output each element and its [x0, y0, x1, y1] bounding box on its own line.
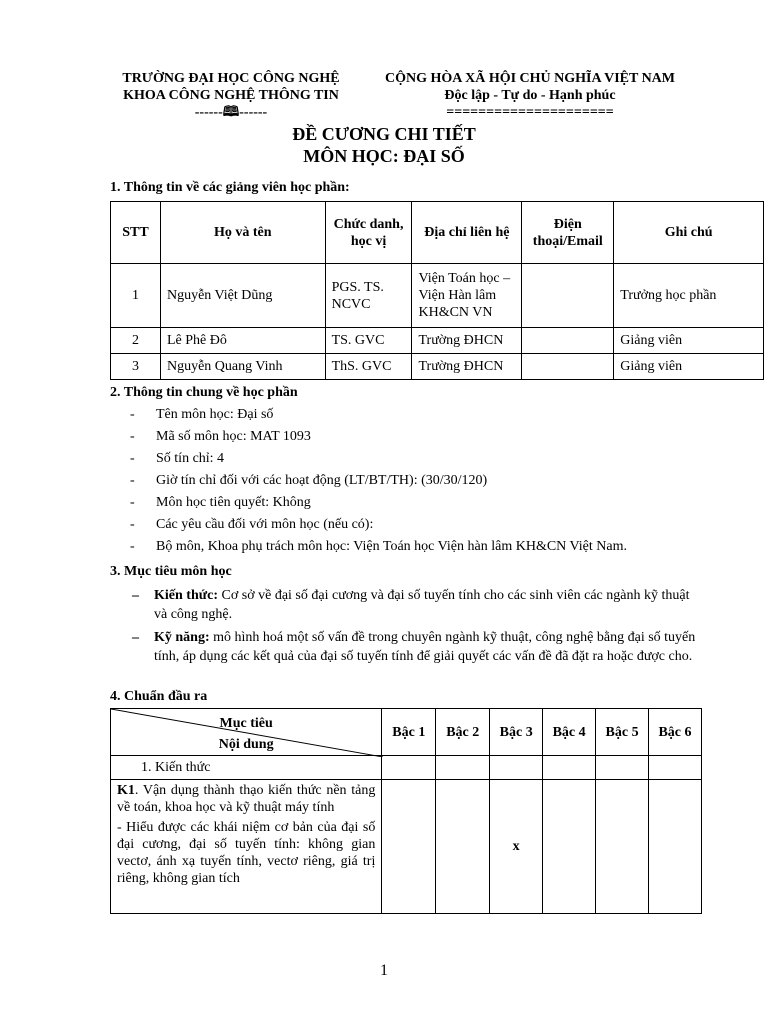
table-row [111, 328, 764, 354]
document-title [0, 123, 768, 167]
knowledge-label: Kiến thức: [154, 588, 219, 603]
right-divider: ===================== [446, 105, 614, 120]
national-motto: Độc lập - Tự do - Hạnh phúc [444, 88, 616, 103]
cell-note: Trưởng học phần [614, 264, 764, 328]
cell-name: Nguyễn Việt Dũng [160, 264, 325, 328]
national-header [370, 70, 690, 121]
cell-stt: 2 [111, 328, 161, 354]
objective-knowledge [132, 586, 697, 624]
cell-contact [522, 328, 614, 354]
course-info-list [130, 404, 627, 558]
k1-text: . Vận dụng thành thạo kiến thức nền tảng về toán, khoa học và kỹ thuật máy tính [117, 783, 376, 815]
title-line-2: MÔN HỌC: ĐẠI SỐ [303, 146, 465, 166]
dash-marker: – [132, 630, 139, 645]
level-cell [382, 780, 436, 914]
corner-bottom-label: Nội dung [218, 737, 274, 752]
list-item: - Các yêu cầu đối với môn học (nếu có): [130, 514, 627, 536]
col-header: Họ và tên [160, 202, 325, 264]
university-header [100, 70, 362, 121]
table-row [111, 756, 702, 780]
cell-address: Trường ĐHCN [412, 328, 522, 354]
cell-name: Lê Phê Đô [160, 328, 325, 354]
table-header-row [111, 202, 764, 264]
table-row [111, 264, 764, 328]
level-cell [382, 756, 436, 780]
cell-stt: 1 [111, 264, 161, 328]
level-cell [596, 756, 649, 780]
title-line-1: ĐỀ CƯƠNG CHI TIẾT [292, 124, 476, 144]
level-cell [436, 780, 490, 914]
level-mark: x [490, 780, 543, 914]
left-divider: ------🕮------ [194, 105, 268, 120]
cell-contact [522, 264, 614, 328]
level-cell [490, 756, 543, 780]
cell-title: TS. GVC [325, 328, 412, 354]
cell-address: Trường ĐHCN [412, 354, 522, 380]
list-item: - Bộ môn, Khoa phụ trách môn học: Viện Toán học Viện hàn lâm KH&CN Việt Nam. [130, 536, 627, 558]
level-cell [436, 756, 490, 780]
cell-title: ThS. GVC [325, 354, 412, 380]
col-header: STT [111, 202, 161, 264]
cell-note: Giảng viên [614, 328, 764, 354]
level-cell [649, 780, 702, 914]
level-header: Bậc 2 [436, 709, 490, 756]
list-item: - Số tín chỉ: 4 [130, 448, 627, 470]
level-header: Bậc 1 [382, 709, 436, 756]
cell-name: Nguyễn Quang Vinh [160, 354, 325, 380]
knowledge-group-label: 1. Kiến thức [111, 756, 382, 780]
section-2-heading: 2. Thông tin chung về học phần [110, 385, 298, 400]
col-header: Địa chỉ liên hệ [412, 202, 522, 264]
level-header: Bậc 3 [490, 709, 543, 756]
list-item: - Mã số môn học: MAT 1093 [130, 426, 627, 448]
outcomes-table [110, 708, 702, 914]
page-number: 1 [380, 962, 388, 979]
k1-subpoint: - Hiểu được các khái niệm cơ bản của đại số đại cương, đại số tuyến tính: không gian vectơ, ánh xạ tuyến tính, vectơ riêng, giá trị riêng, không gian tích [117, 820, 376, 886]
list-item: - Môn học tiên quyết: Không [130, 492, 627, 514]
knowledge-text: Cơ sở về đại số đại cương và đại số tuyến tính cho các sinh viên các ngành kỹ thuật và công nghệ. [154, 588, 690, 622]
skills-label: Kỹ năng: [154, 630, 210, 645]
level-header: Bậc 6 [649, 709, 702, 756]
table-row [111, 354, 764, 380]
col-header: Ghi chú [614, 202, 764, 264]
corner-top-label: Mục tiêu [219, 716, 273, 731]
outcomes-header-row [111, 709, 702, 756]
cell-address: Viện Toán học – Viện Hàn lâm KH&CN VN [412, 264, 522, 328]
cell-note: Giảng viên [614, 354, 764, 380]
cell-stt: 3 [111, 354, 161, 380]
level-header: Bậc 5 [596, 709, 649, 756]
list-item: - Giờ tín chỉ đối với các hoạt động (LT/BT/TH): (30/30/120) [130, 470, 627, 492]
k1-cell [111, 780, 382, 914]
objective-skills [132, 628, 697, 666]
section-1-heading: 1. Thông tin về các giảng viên học phần: [110, 180, 350, 195]
table-row [111, 780, 702, 914]
skills-text: mô hình hoá một số vấn đề trong chuyên ngành kỹ thuật, công nghệ bằng đại số tuyến tính, áp dụng các kết quả của đại số tuyến tính để giải quyết các vấn đề đã đặt ra hoặc được cho. [154, 630, 696, 664]
section-4-heading: 4. Chuẩn đầu ra [110, 689, 208, 704]
col-header: Chức danh, học vị [325, 202, 412, 264]
national-name: CỘNG HÒA XÃ HỘI CHỦ NGHĨA VIỆT NAM [384, 71, 675, 86]
col-header: Điện thoại/Email [522, 202, 614, 264]
list-item: - Tên môn học: Đại số [130, 404, 627, 426]
k1-code: K1 [117, 783, 135, 798]
level-header: Bậc 4 [543, 709, 596, 756]
diagonal-header-cell [111, 709, 382, 756]
section-3-heading: 3. Mục tiêu môn học [110, 564, 232, 579]
level-cell [543, 756, 596, 780]
university-name: TRƯỜNG ĐẠI HỌC CÔNG NGHỆ [122, 71, 340, 86]
dash-marker: – [132, 588, 139, 603]
cell-title: PGS. TS. NCVC [325, 264, 412, 328]
level-cell [543, 780, 596, 914]
level-cell [596, 780, 649, 914]
lecturer-table [110, 201, 764, 380]
level-cell [649, 756, 702, 780]
cell-contact [522, 354, 614, 380]
faculty-name: KHOA CÔNG NGHỆ THÔNG TIN [123, 88, 339, 103]
